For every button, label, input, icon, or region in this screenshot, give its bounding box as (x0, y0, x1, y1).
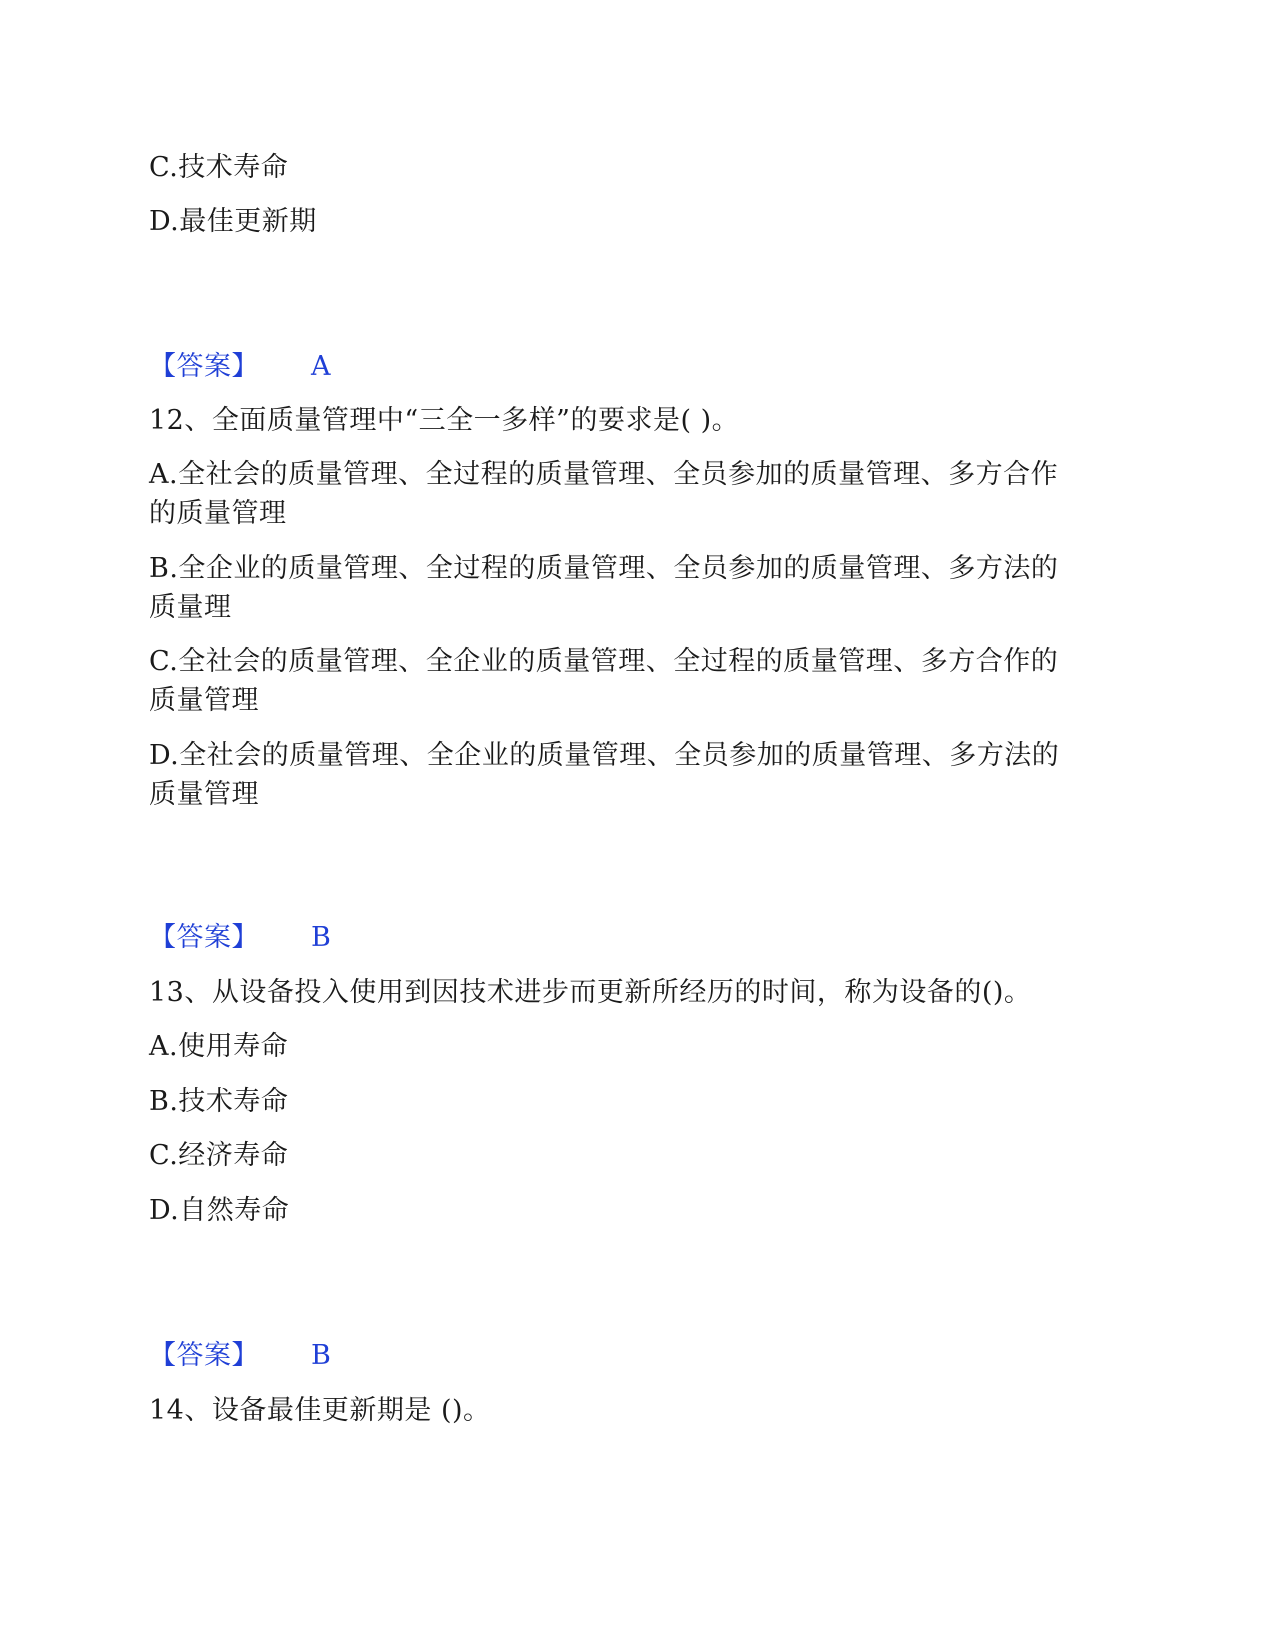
q12-option-a-line2: 的质量管理 (149, 498, 287, 529)
question-13: 13、从设备投入使用到因技术进步而更新所经历的时间，称为设备的()。 (149, 977, 1032, 1008)
q12-option-c-line1: C.全社会的质量管理、全企业的质量管理、全过程的质量管理、多方合作的 (149, 646, 1059, 677)
answer-line (149, 347, 331, 387)
q12-answer-line (149, 918, 331, 958)
q13-option-d: D.自然寿命 (149, 1195, 290, 1226)
q12-option-d-line2: 质量管理 (149, 779, 259, 810)
q12-option-c-line2: 质量管理 (149, 685, 259, 716)
answer-label: 【答案】 (149, 1340, 259, 1371)
q12-option-a-line1: A.全社会的质量管理、全过程的质量管理、全员参加的质量管理、多方合作 (149, 459, 1059, 490)
answer-label: 【答案】 (149, 351, 259, 382)
q12-option-d-line1: D.全社会的质量管理、全企业的质量管理、全员参加的质量管理、多方法的 (149, 740, 1060, 771)
option-d: D.最佳更新期 (149, 206, 317, 237)
question-14: 14、设备最佳更新期是 ()。 (149, 1395, 491, 1426)
answer-value: A (311, 351, 331, 382)
q13-answer-line (149, 1336, 331, 1376)
q13-option-a: A.使用寿命 (149, 1031, 289, 1062)
option-c: C.技术寿命 (149, 152, 289, 183)
question-12: 12、全面质量管理中“三全一多样”的要求是( )。 (149, 405, 740, 436)
q13-option-c: C.经济寿命 (149, 1140, 289, 1171)
answer-value: B (311, 922, 332, 953)
answer-value: B (311, 1340, 332, 1371)
q13-option-b: B.技术寿命 (149, 1086, 289, 1117)
answer-label: 【答案】 (149, 922, 259, 953)
q12-option-b-line2: 质量理 (149, 592, 232, 623)
q12-option-b-line1: B.全企业的质量管理、全过程的质量管理、全员参加的质量管理、多方法的 (149, 553, 1059, 584)
